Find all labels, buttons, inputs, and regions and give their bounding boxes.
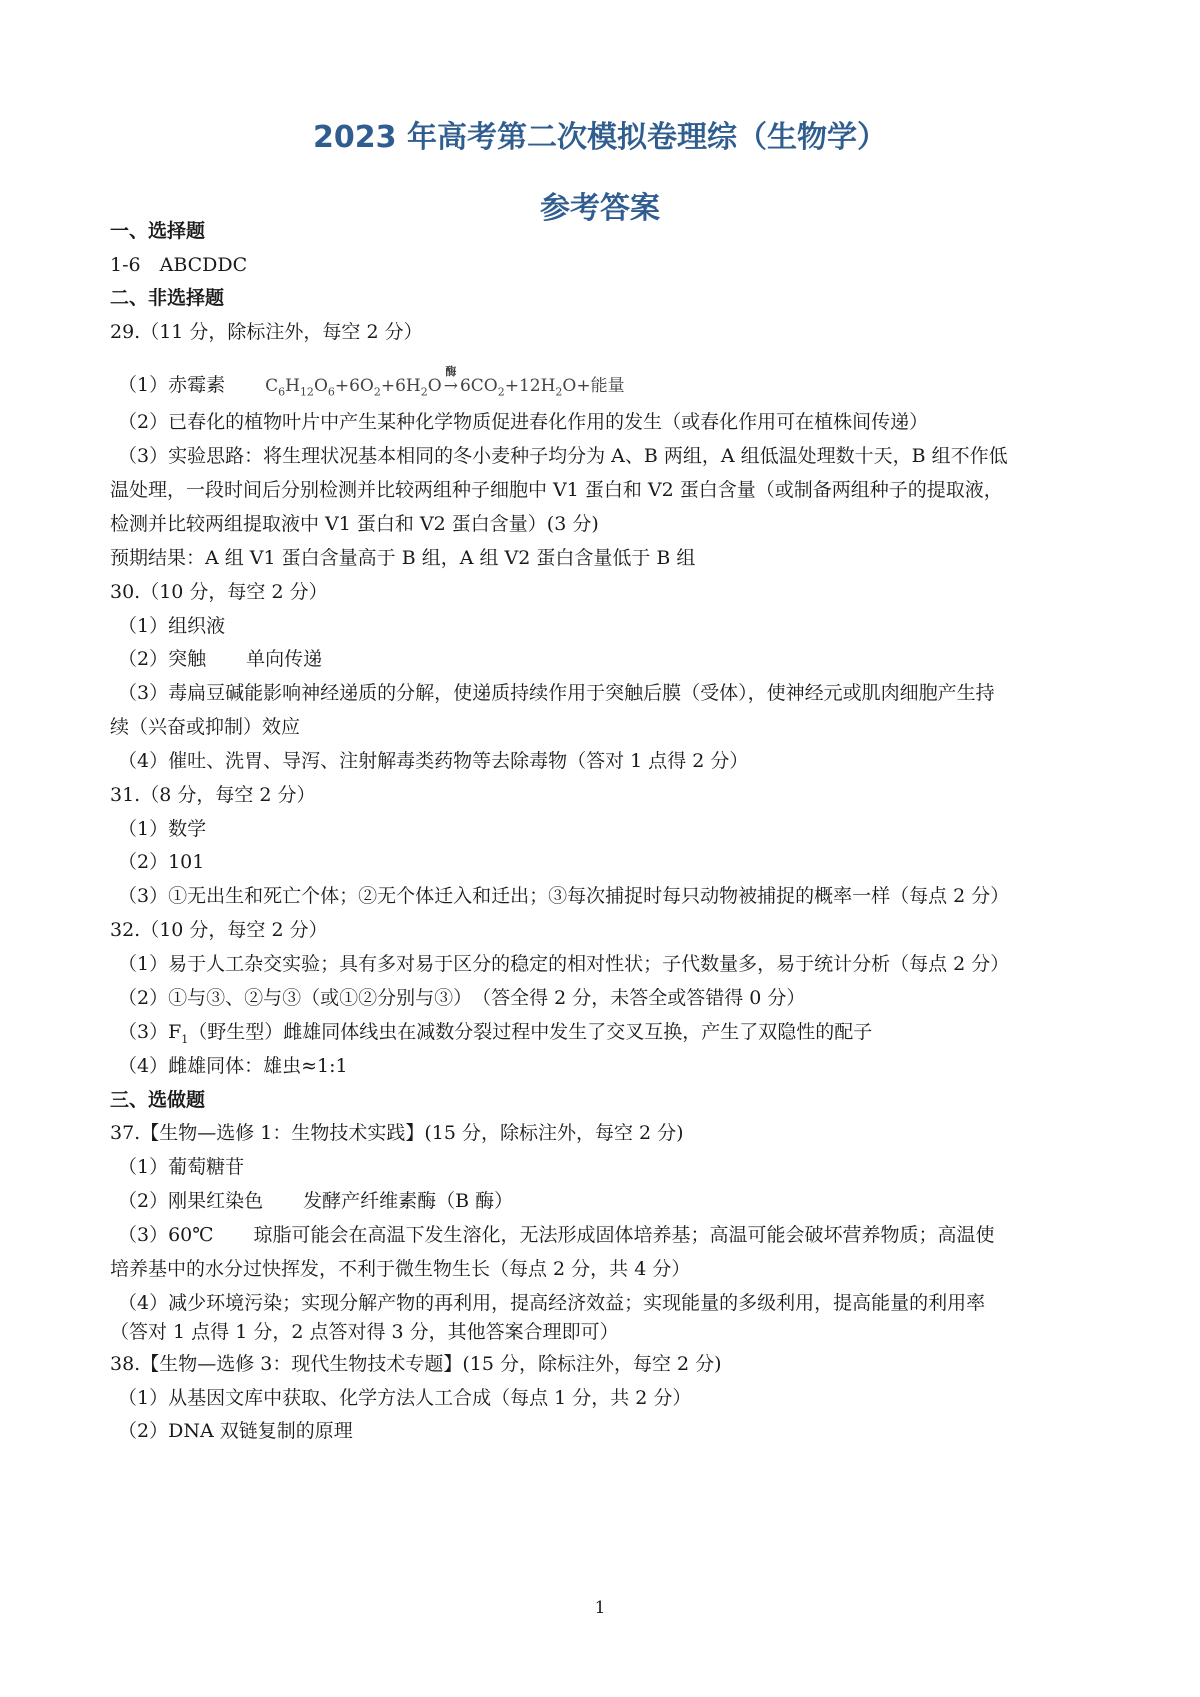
q30-answer-3-line-2: 续（兴奋或抑制）效应: [110, 716, 301, 738]
q30-answer-2: [118, 647, 1113, 671]
page-title: 2023 年高考第二次模拟卷理综（生物学）: [313, 120, 887, 155]
q32-answer-2: （2）①与③、②与③（或①②分别与③） （答全得 2 分，未答全或答错得 0 分）: [118, 987, 806, 1009]
q30-answer-4: （4）催吐、洗胃、导泻、注射解毒类药物等去除毒物（答对 1 点得 2 分）: [118, 750, 749, 772]
q29-expected-result: 预期结果：A 组 V1 蛋白含量高于 B 组，A 组 V2 蛋白含量低于 B 组: [110, 547, 696, 569]
q30-heading: 30.（10 分，每空 2 分）: [110, 581, 328, 603]
q37-answer-3a: （3）60℃: [118, 1224, 214, 1246]
q32-answer-4: （4）雌雄同体：雄虫≈1:1: [118, 1055, 348, 1077]
q29-answer-1-label: （1）赤霉素: [118, 374, 226, 396]
q37-answer-4-line-2: （答对 1 点得 1 分，2 点答对得 3 分，其他答案合理即可）: [110, 1321, 619, 1343]
section-heading-nonchoice: 二、非选择题: [110, 287, 225, 309]
q29-answer-3-line-1: （3）实验思路：将生理状况基本相同的冬小麦种子均分为 A、B 两组，A 组低温处理数十天，B 组不作低: [118, 445, 1008, 467]
q37-answer-2: [118, 1189, 1113, 1213]
q32-answer-1: （1）易于人工杂交实验；具有多对易于区分的稳定的相对性状；子代数量多，易于统计分析（每点 2 分）: [118, 953, 1010, 975]
q37-answer-1: （1）葡萄糖苷: [118, 1156, 245, 1178]
choice-answers: 1-6 ABCDDC: [110, 254, 248, 276]
q29-answer-2: （2）已春化的植物叶片中产生某种化学物质促进春化作用的发生（或春化作用可在植株间传递）: [118, 411, 929, 433]
q37-answer-2a: （2）刚果红染色: [118, 1190, 264, 1212]
q30-answer-2a: （2）突触: [118, 648, 207, 670]
q30-answer-2b: 单向传递: [246, 648, 323, 670]
q29-answer-3-line-2: 温处理，一段时间后分别检测并比较两组种子细胞中 V1 蛋白和 V2 蛋白含量（或制备两组种子的提取液，: [110, 479, 1003, 501]
q38-answer-2: （2）DNA 双链复制的原理: [118, 1420, 353, 1442]
q37-answer-3-line-2: 培养基中的水分过快挥发，不利于微生物生长（每点 2 分，共 4 分）: [110, 1258, 691, 1280]
respiration-equation: $C_6H_{12}O_6+6O_2+6H_2O$ 酶 → $6CO_2+12H_2O+$能量: [265, 374, 625, 404]
q29-answer-1: [118, 365, 1113, 404]
q32-heading: 32.（10 分，每空 2 分）: [110, 919, 328, 941]
q38-heading: 38.【生物—选修 3：现代生物技术专题】(15 分，除标注外，每空 2 分): [110, 1353, 722, 1375]
q37-answer-4-line-1: （4）减少环境污染；实现分解产物的再利用，提高经济效益；实现能量的多级利用，提高能量的利用率: [118, 1292, 986, 1314]
reaction-arrow: 酶 →: [442, 374, 460, 398]
q31-heading: 31.（8 分，每空 2 分）: [110, 784, 316, 806]
section-heading-choice: 一、选择题: [110, 220, 206, 242]
section-heading-elective: 三、选做题: [110, 1089, 206, 1111]
page-number: 1: [594, 1598, 606, 1618]
q32-answer-3: $(3)F_1$（野生型）雌雄同体线虫在减数分裂过程中发生了交叉互换，产生了双隐性的配子: [118, 1021, 873, 1046]
q37-heading: 37.【生物—选修 1：生物技术实践】(15 分，除标注外，每空 2 分): [110, 1122, 684, 1144]
page-subtitle: 参考答案: [540, 191, 660, 226]
q30-answer-1: （1）组织液: [118, 615, 226, 637]
q37-answer-3-line-1: [118, 1223, 1113, 1247]
q31-answer-3: （3）①无出生和死亡个体；②无个体迁入和迁出；③每次捕捉时每只动物被捕捉的概率一样（每点 2 分）: [118, 885, 1010, 907]
q29-answer-3-line-3: 检测并比较两组提取液中 V1 蛋白和 V2 蛋白含量）(3 分): [110, 513, 599, 535]
q37-answer-2b: 发酵产纤维素酶（B 酶）: [303, 1190, 514, 1212]
q29-heading: 29.（11 分，除标注外，每空 2 分）: [110, 321, 423, 343]
q37-answer-3b: 琼脂可能会在高温下发生溶化，无法形成固体培养基；高温可能会破坏营养物质；高温使: [253, 1224, 995, 1246]
enzyme-label: 酶: [445, 365, 457, 378]
q31-answer-2: （2）101: [118, 851, 205, 873]
q31-answer-1: （1）数学: [118, 818, 207, 840]
q30-answer-3-line-1: （3）毒扁豆碱能影响神经递质的分解，使递质持续作用于突触后膜（受体），使神经元或肌肉细胞产生持: [118, 682, 995, 704]
q38-answer-1: （1）从基因文库中获取、化学方法人工合成（每点 1 分，共 2 分）: [118, 1387, 692, 1409]
